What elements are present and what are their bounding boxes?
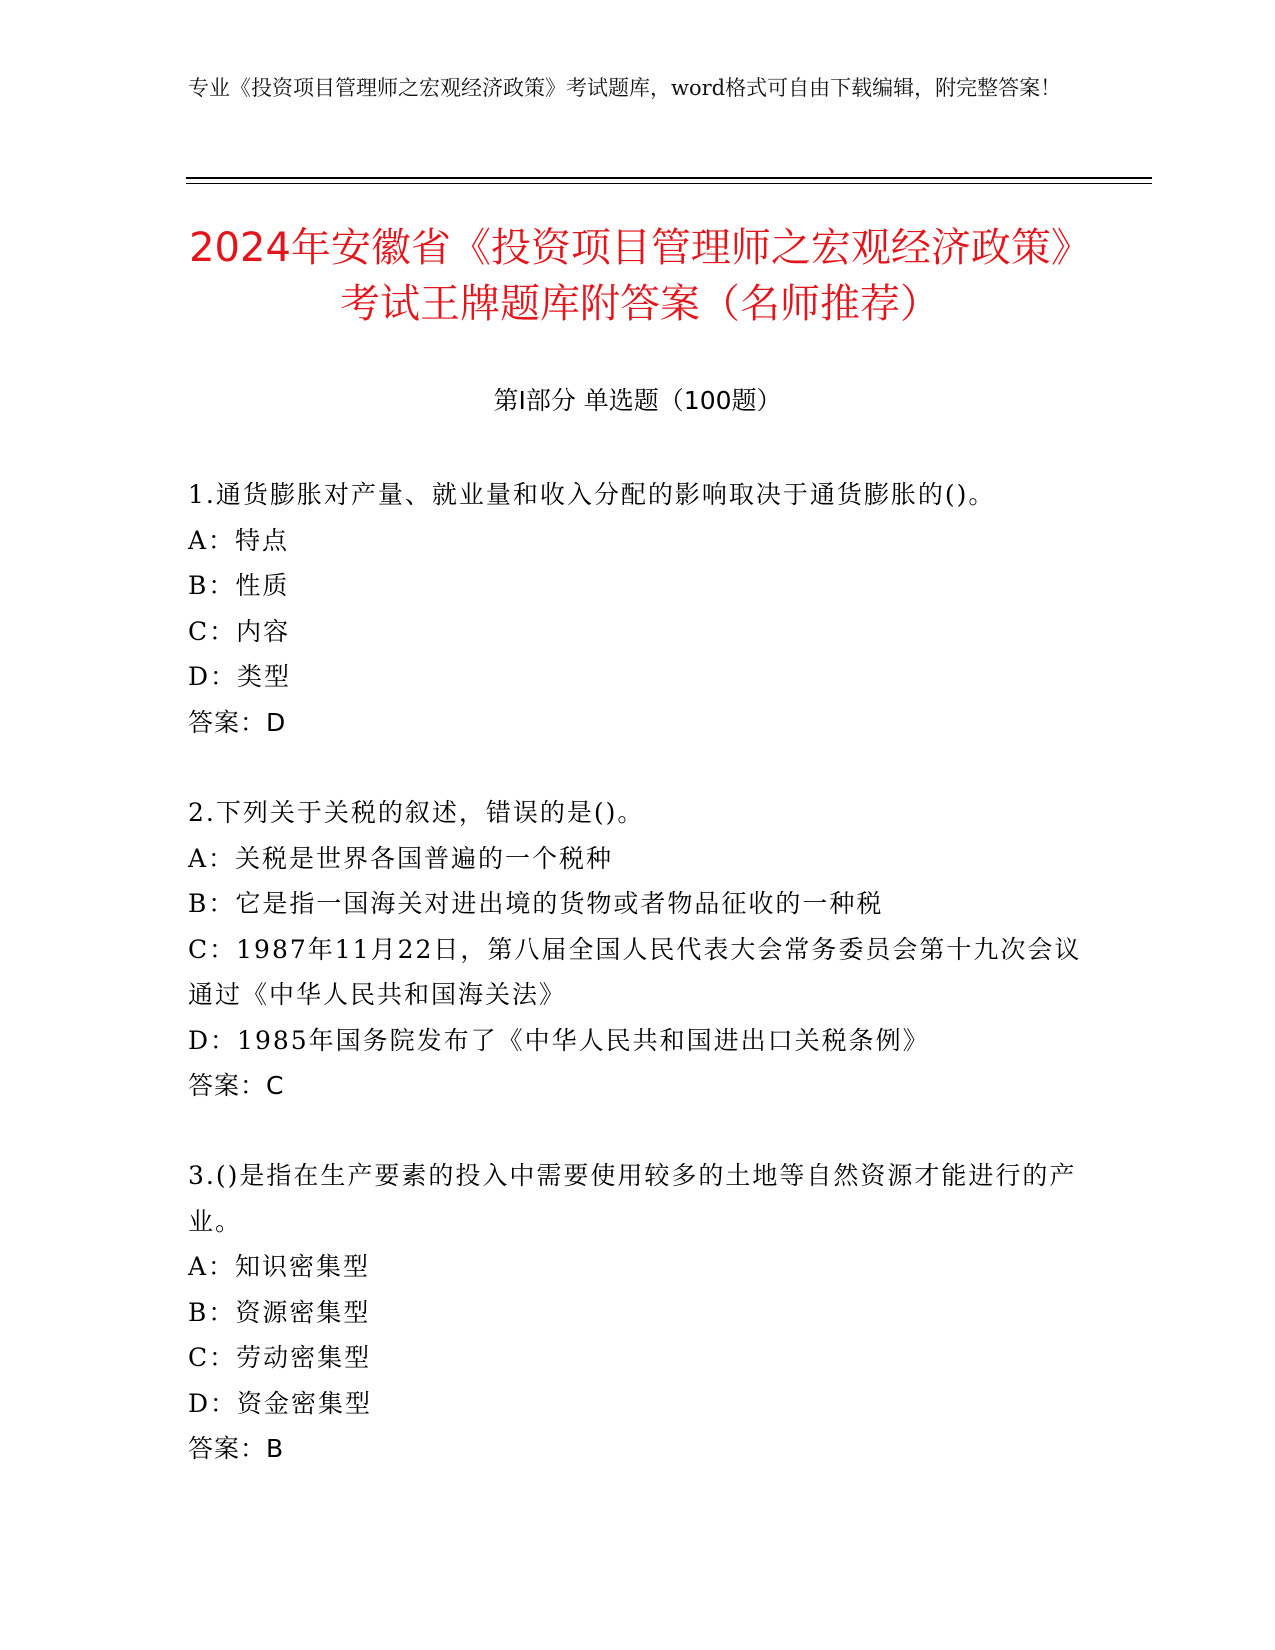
header-divider-thin [186,183,1152,184]
question-stem: 2.下列关于关税的叙述，错误的是()。 [188,798,645,827]
option-a: A：知识密集型 [188,1252,371,1281]
answer-line: 答案：C [188,1071,285,1100]
section-title: 第I部分 单选题（100题） [493,386,782,415]
option-b: B：性质 [188,571,290,600]
option-d: D：1985年国务院发布了《中华人民共和国进出口关税条例》 [188,1025,930,1055]
answer-line: 答案：B [188,1434,285,1463]
header-divider-thick [186,177,1152,179]
option-d: D：资金密集型 [188,1388,373,1418]
document-title: 2024年安徽省《投资项目管理师之宏观经济政策》考试王牌题库附答案（名师推荐） [189,225,1091,327]
option-c: C：内容 [188,616,291,646]
option-b: B：资源密集型 [188,1297,371,1327]
header-note: 专业《投资项目管理师之宏观经济政策》考试题库，word格式可自由下载编辑，附完整答案！ [188,76,1062,100]
question-block [188,1153,1088,1472]
answer-line: 答案：D [188,707,287,737]
option-b: B：它是指一国海关对进出境的货物或者物品征收的一种税 [188,889,884,918]
question-block [188,790,1088,1109]
question-block [188,472,1088,745]
option-c: C：劳动密集型 [188,1343,372,1372]
option-c: C：1987年11月22日，第八届全国人民代表大会常务委员会第十九次会议通过《中华人民共和国海关法》 [188,934,1082,1009]
option-a: A：特点 [188,525,290,555]
option-d: D：类型 [188,662,292,691]
option-a: A：关税是世界各国普遍的一个税种 [188,843,614,873]
question-stem: 3.()是指在生产要素的投入中需要使用较多的土地等自然资源才能进行的产业。 [188,1161,1077,1236]
question-stem: 1.通货膨胀对产量、就业量和收入分配的影响取决于通货膨胀的()。 [188,480,996,509]
